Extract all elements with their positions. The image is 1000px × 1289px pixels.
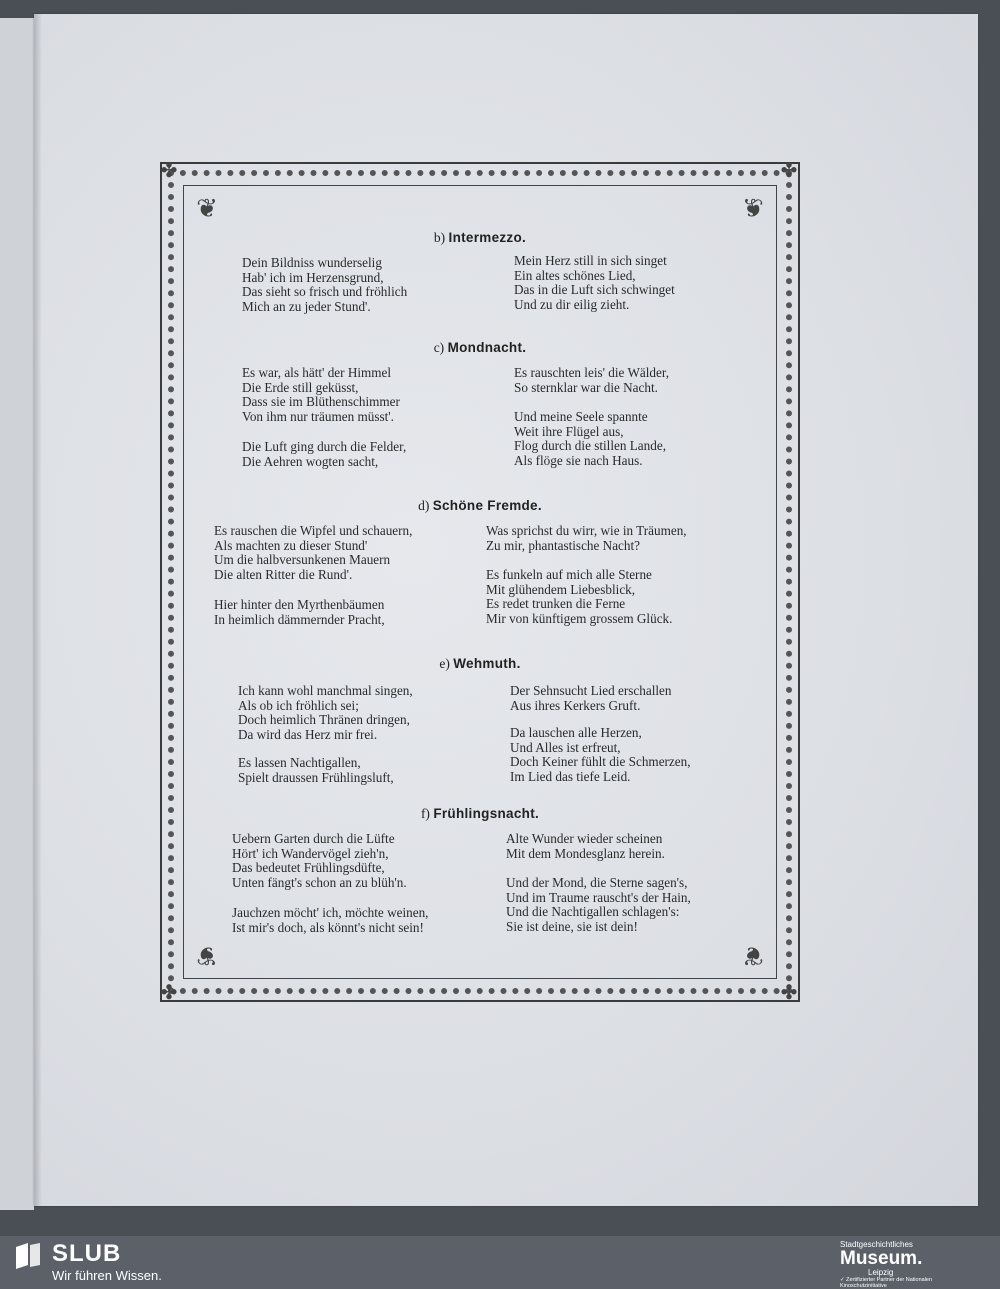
verse-line: Mir von künftigem grossem Glück. <box>486 611 673 627</box>
verse-line: Es war, als hätt' der Himmel <box>242 365 392 380</box>
section-heading <box>190 498 770 514</box>
verse-line: Das in die Luft sich schwinget <box>514 282 675 298</box>
verse-line: Das sieht so frisch und fröhlich <box>242 284 408 300</box>
verse-line: Und im Traume rauscht's der Hain, <box>506 889 691 905</box>
slub-brand[interactable]: SLUB <box>52 1240 122 1267</box>
verse-line: Es funkeln auf mich alle Sterne <box>486 567 652 582</box>
museum-line-2: Museum. <box>840 1248 923 1269</box>
section-heading <box>190 340 770 356</box>
section-title: Mondnacht. <box>447 340 527 355</box>
section-label: e) <box>439 656 450 671</box>
museum-logo[interactable] <box>840 1240 980 1289</box>
section-heading <box>190 656 770 672</box>
outer-corner-ornament-icon: ✤ <box>160 160 178 182</box>
stanza-left <box>214 524 412 583</box>
verse-line: So sternklar war die Nacht. <box>514 379 658 395</box>
verse-line: Es rauschen die Wipfel und schauern, <box>214 523 413 538</box>
verse-line: Als ob ich fröhlich sei; <box>238 697 359 713</box>
verse-line: Unten fängt's schon an zu blüh'n. <box>232 875 407 891</box>
outer-corner-ornament-icon: ✤ <box>780 160 798 182</box>
verse-line: Zu mir, phantastische Nacht? <box>486 537 641 553</box>
verse-line: Sie ist deine, sie ist dein! <box>506 919 638 935</box>
corner-ornament-icon: ❦ <box>742 194 764 223</box>
verse-line: Und zu dir eilig zieht. <box>514 297 630 313</box>
section-heading <box>190 806 770 822</box>
verse-line: Ich kann wohl manchmal singen, <box>238 683 413 698</box>
stanza-right <box>514 254 675 313</box>
verse-line: Uebern Garten durch die Lüfte <box>232 831 395 846</box>
stanza-left <box>232 906 428 935</box>
footer-bar <box>0 1236 1000 1287</box>
corner-ornament-icon: ❦ <box>742 941 764 970</box>
section-label: c) <box>433 340 445 355</box>
verse-line: Es redet trunken die Ferne <box>486 596 626 612</box>
stanza-right <box>506 832 665 861</box>
outer-corner-ornament-icon: ✤ <box>780 982 798 1004</box>
corner-ornament-icon: ❦ <box>196 194 218 223</box>
verse-line: Flog durch die stillen Lande, <box>514 438 666 454</box>
slub-tagline: Wir führen Wissen. <box>52 1268 162 1283</box>
verse-line: Ein altes schönes Lied, <box>514 267 636 283</box>
facing-page-edge <box>0 18 34 1210</box>
verse-line: Weit ihre Flügel aus, <box>514 423 624 439</box>
verse-line: Es lassen Nachtigallen, <box>238 755 361 770</box>
verse-line: Mit dem Mondesglanz herein. <box>506 845 665 861</box>
section-label: b) <box>433 230 446 245</box>
section-label: d) <box>418 498 430 513</box>
stanza-right <box>510 684 672 713</box>
stanza-right <box>514 410 666 469</box>
section-title: Frühlingsnacht. <box>433 806 540 821</box>
verse-line: Die alten Ritter die Rund'. <box>214 567 353 583</box>
stanza-right <box>486 568 672 627</box>
verse-line: Dein Bildniss wunderselig <box>242 255 382 270</box>
verse-line: Mit glühendem Liebesblick, <box>486 581 636 597</box>
stanza-left <box>238 756 394 785</box>
museum-line-4: ✓ Zertifizierter Partner der Nationalen Kinoschutzinitiative <box>840 1277 933 1289</box>
verse-line: Von ihm nur träumen müsst'. <box>242 409 394 425</box>
verse-line: Als flöge sie nach Haus. <box>514 453 643 469</box>
verse-line: Die Luft ging durch die Felder, <box>242 439 407 454</box>
verse-line: Hier hinter den Myrthenbäumen <box>214 597 385 612</box>
verse-line: Doch Keiner fühlt die Schmerzen, <box>510 754 691 770</box>
verse-line: Im Lied das tiefe Leid. <box>510 769 631 785</box>
stanza-left <box>232 832 407 891</box>
verse-line: Um die halbversunkenen Mauern <box>214 552 391 568</box>
verse-line: Doch heimlich Thränen dringen, <box>238 712 410 728</box>
page-fold-shadow <box>34 14 42 1206</box>
verse-line: Als machten zu dieser Stund' <box>214 537 368 553</box>
verse-line: Alte Wunder wieder scheinen <box>506 831 663 846</box>
verse-line: Und der Mond, die Sterne sagen's, <box>506 875 688 890</box>
verse-line: Und meine Seele spannte <box>514 409 648 424</box>
verse-line: Was sprichst du wirr, wie in Träumen, <box>486 523 687 538</box>
section-heading <box>190 230 770 246</box>
section-title: Schöne Fremde. <box>432 498 542 513</box>
museum-line-3: Leipzig <box>868 1268 894 1277</box>
verse-line: Dass sie im Blüthenschimmer <box>242 394 400 410</box>
stanza-left <box>238 684 413 743</box>
stanza-right <box>486 524 687 553</box>
section-title: Wehmuth. <box>453 656 521 671</box>
stanza-left <box>242 440 406 469</box>
stanza-right <box>510 726 691 785</box>
verse-line: Aus ihres Kerkers Gruft. <box>510 697 641 713</box>
verse-line: Und Alles ist erfreut, <box>510 739 621 755</box>
corner-ornament-icon: ❦ <box>196 941 218 970</box>
verse-line: Hört' ich Wandervögel zieh'n, <box>232 845 389 861</box>
verse-line: Da wird das Herz mir frei. <box>238 727 378 743</box>
verse-line: Da lauschen alle Herzen, <box>510 725 642 740</box>
stanza-left <box>242 366 400 425</box>
verse-line: Mein Herz still in sich singet <box>514 253 667 268</box>
stanza-left <box>242 256 407 315</box>
stanza-right <box>514 366 669 395</box>
slub-logo-icon[interactable] <box>14 1243 42 1269</box>
verse-line: Der Sehnsucht Lied erschallen <box>510 683 672 698</box>
stanza-left <box>214 598 385 627</box>
verse-line: Spielt draussen Frühlingsluft, <box>238 769 394 785</box>
verse-line: Hab' ich im Herzensgrund, <box>242 269 384 285</box>
museum-line-1: Stadtgeschichtliches <box>840 1240 913 1249</box>
verse-line: Und die Nachtigallen schlagen's: <box>506 904 680 920</box>
verse-line: Ist mir's doch, als könnt's nicht sein! <box>232 919 424 935</box>
verse-line: Das bedeutet Frühlingsdüfte, <box>232 860 385 876</box>
section-title: Intermezzo. <box>448 230 527 245</box>
outer-corner-ornament-icon: ✤ <box>160 982 178 1004</box>
verse-line: In heimlich dämmernder Pracht, <box>214 611 385 627</box>
verse-line: Mich an zu jeder Stund'. <box>242 299 371 315</box>
verse-line: Die Erde still geküsst, <box>242 379 359 395</box>
stanza-right <box>506 876 691 935</box>
verse-line: Es rauschten leis' die Wälder, <box>514 365 670 380</box>
section-label: f) <box>420 806 430 821</box>
verse-line: Die Aehren wogten sacht, <box>242 453 379 469</box>
verse-line: Jauchzen möcht' ich, möchte weinen, <box>232 905 429 920</box>
